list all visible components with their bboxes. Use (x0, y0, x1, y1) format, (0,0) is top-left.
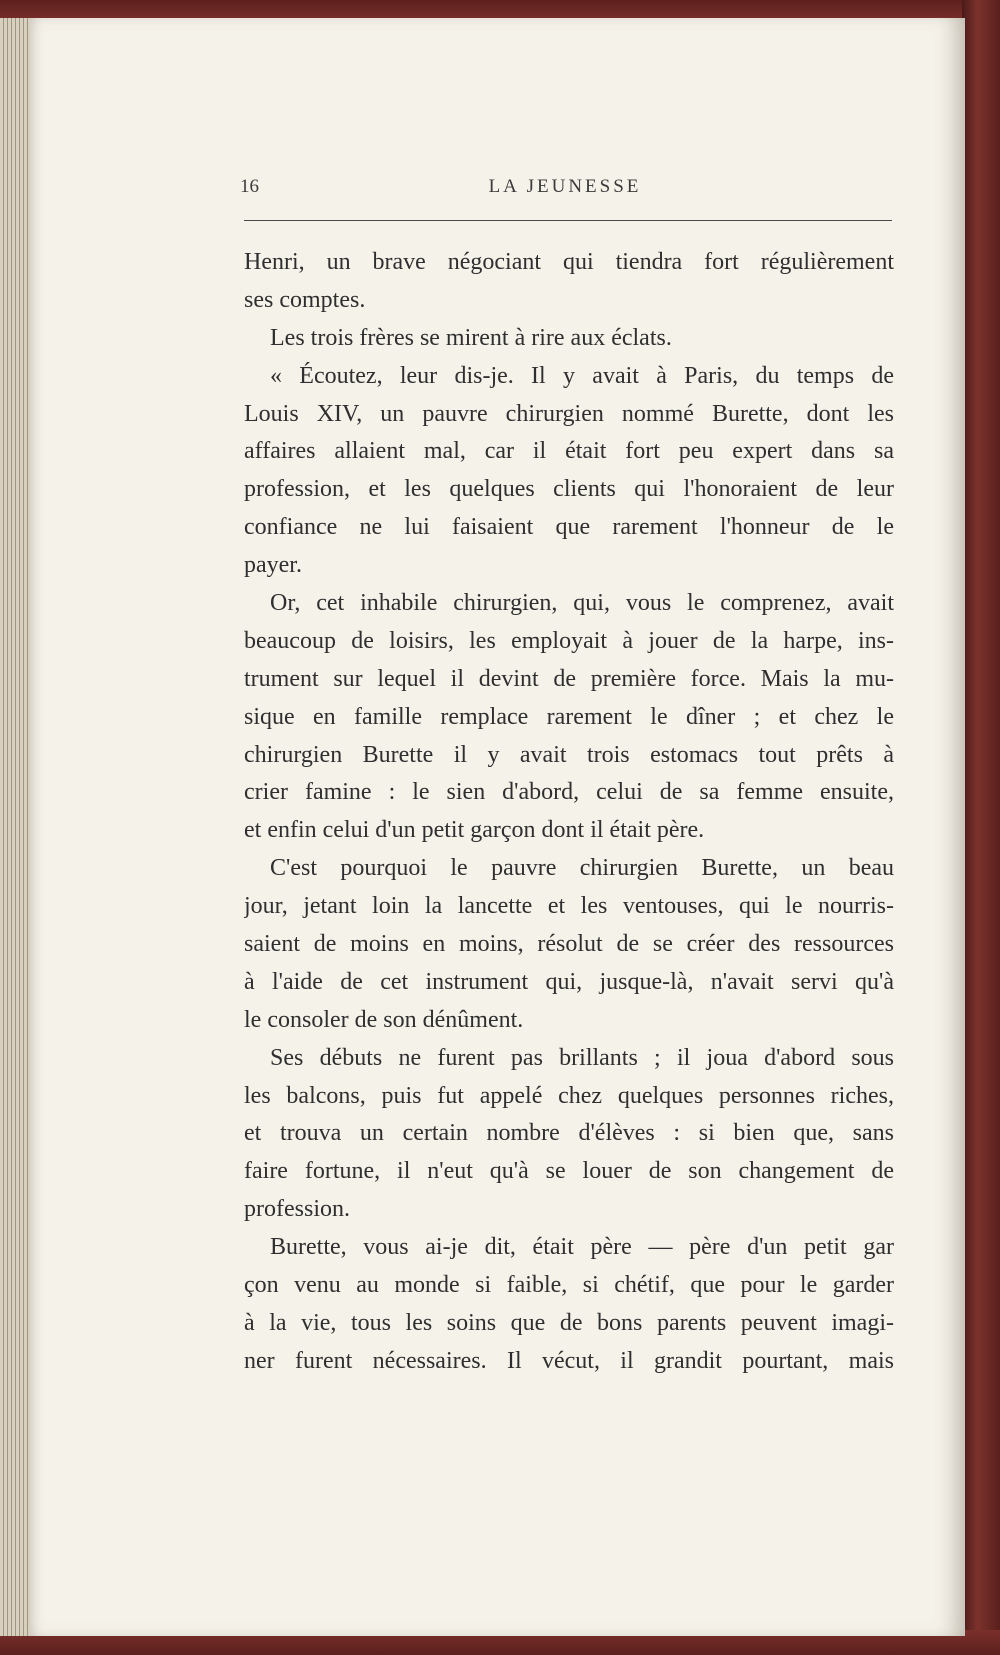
page-stack-edges (0, 18, 32, 1636)
text-line: payer. (244, 552, 302, 579)
text-line: profession. (244, 1196, 350, 1223)
text-line: Or, cet inhabile chirurgien, qui, vous le comprenez, avait (270, 590, 894, 617)
text-line: à l'aide de cet instrument qui, jusque-là, n'avait servi qu'à (244, 968, 894, 995)
text-line: C'est pourquoi le pauvre chirurgien Burette, un beau (270, 855, 894, 882)
text-line: « Écoutez, leur dis-je. Il y avait à Paris, du temps de (270, 362, 894, 389)
body-text (244, 244, 894, 1381)
text-line: profession, et les quelques clients qui l'honoraient de leur (244, 476, 894, 503)
text-line: trument sur lequel il devint de première force. Mais la mu- (244, 665, 894, 692)
running-title: LA JEUNESSE (488, 176, 642, 197)
text-line: jour, jetant loin la lancette et les ventouses, qui le nourris- (244, 893, 894, 920)
text-line: saient de moins en moins, résolut de se créer des ressources (244, 931, 894, 958)
text-line: ner furent nécessaires. Il vécut, il grandit pourtant, mais (244, 1347, 894, 1374)
text-line: affaires allaient mal, car il était fort peu expert dans sa (244, 438, 894, 465)
text-line: confiance ne lui faisaient que rarement l'honneur de le (244, 514, 894, 541)
text-line: les balcons, puis fut appelé chez quelques personnes riches, (244, 1082, 894, 1109)
text-line: Louis XIV, un pauvre chirurgien nommé Burette, dont les (244, 400, 894, 427)
text-line: et trouva un certain nombre d'élèves : si bien que, sans (244, 1120, 894, 1147)
text-line: et enfin celui d'un petit garçon dont il était père. (244, 817, 705, 844)
text-line: crier famine : le sien d'abord, celui de sa femme ensuite, (244, 779, 894, 806)
text-line: chirurgien Burette il y avait trois estomacs tout prêts à (244, 741, 894, 768)
header-rule (244, 220, 892, 221)
text-line: le consoler de son dénûment. (244, 1006, 524, 1033)
page-number: 16 (240, 176, 259, 197)
binding-right-edge (962, 0, 1000, 1655)
text-line: Les trois frères se mirent à rire aux éclats. (270, 324, 672, 351)
running-header (240, 176, 890, 206)
text-line: faire fortune, il n'eut qu'à se louer de son changement de (244, 1158, 894, 1185)
text-line: sique en famille remplace rarement le dîner ; et chez le (244, 703, 894, 730)
text-line: çon venu au monde si faible, si chétif, que pour le garder (244, 1272, 894, 1299)
text-line: Ses débuts ne furent pas brillants ; il joua d'abord sous (270, 1044, 894, 1071)
text-line: Burette, vous ai-je dit, était père — père d'un petit gar (270, 1234, 894, 1261)
text-line: ses comptes. (244, 286, 366, 313)
text-line: beaucoup de loisirs, les employait à jouer de la harpe, ins- (244, 627, 894, 654)
text-line: Henri, un brave négociant qui tiendra fort régulièrement (244, 249, 894, 275)
text-line: à la vie, tous les soins que de bons parents peuvent imagi- (244, 1309, 894, 1336)
